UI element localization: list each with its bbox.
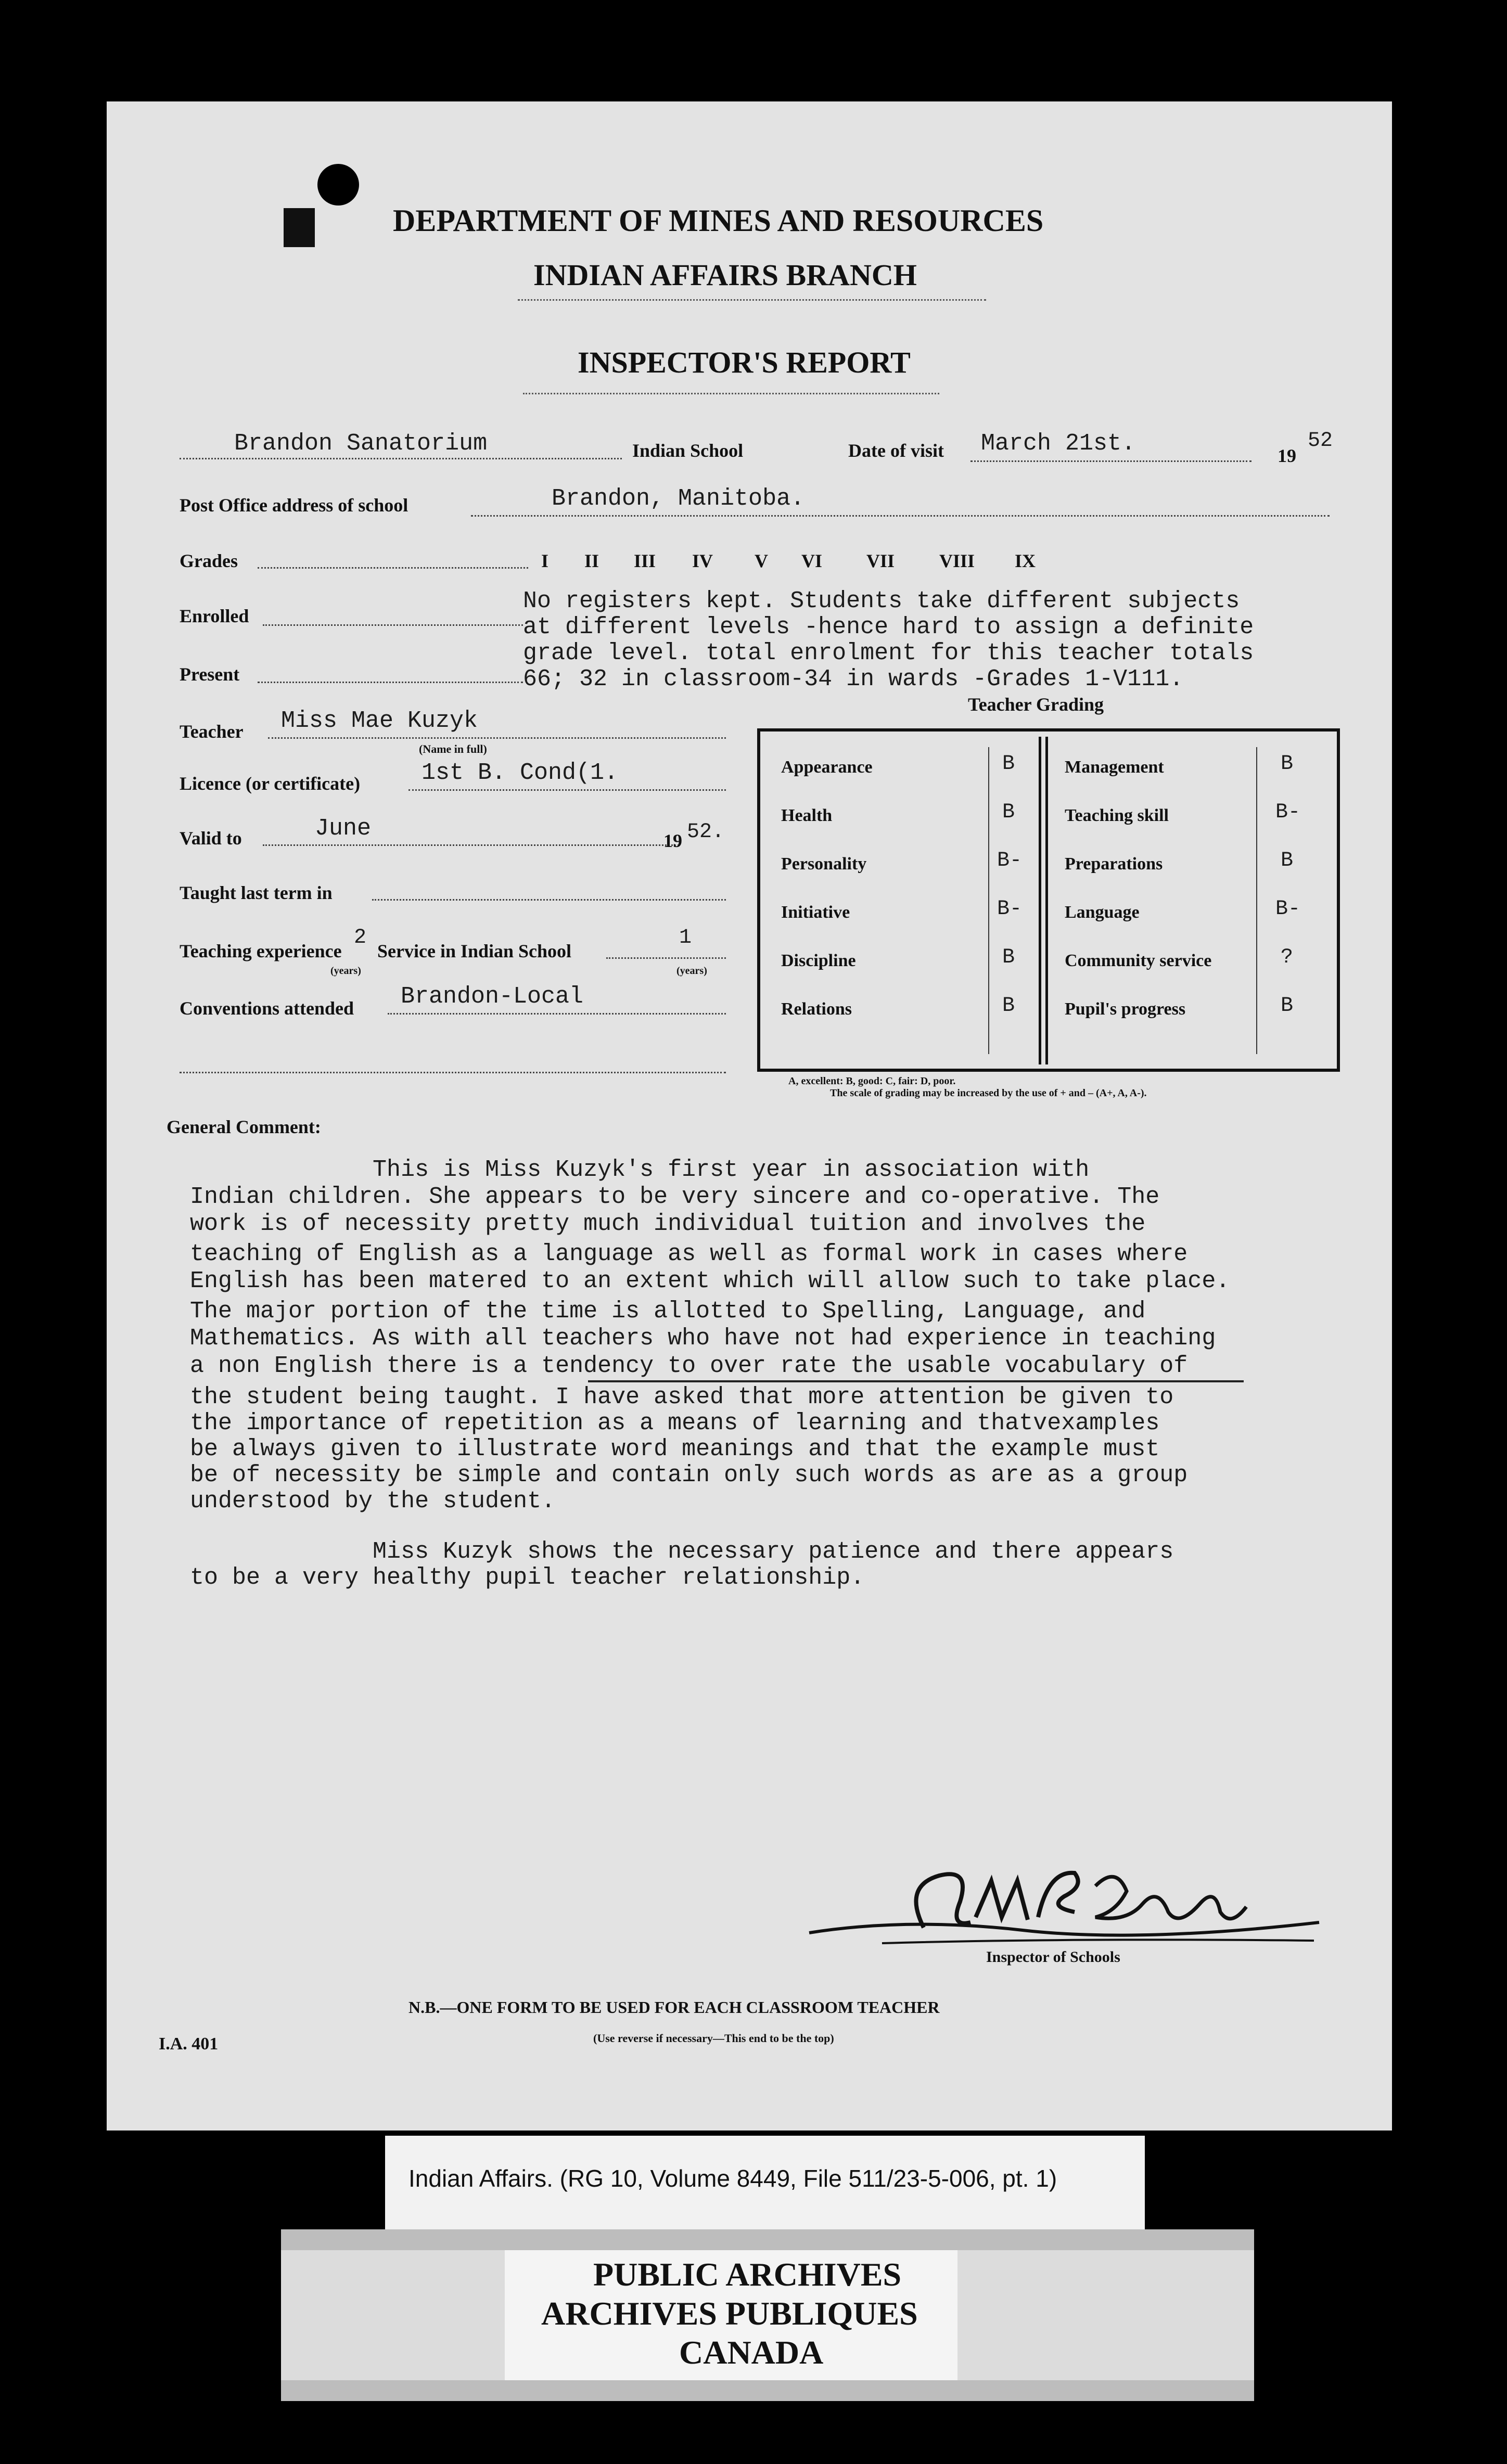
comment-line: teaching of English as a language as well as formal work in cases where — [190, 1241, 1188, 1267]
grading-value-community-service: ? — [1281, 946, 1294, 969]
teacher-label: Teacher — [180, 721, 244, 742]
report-page — [107, 101, 1392, 2131]
comment-line: This is Miss Kuzyk's first year in association with — [190, 1157, 1090, 1183]
archives-stamp — [281, 2229, 1254, 2401]
department-heading: DEPARTMENT OF MINES AND RESOURCES — [393, 203, 1044, 238]
branch-heading: INDIAN AFFAIRS BRANCH — [533, 258, 917, 292]
grading-legend-scale: The scale of grading may be increased by the use of + and – (A+, A, A-). — [830, 1087, 1147, 1099]
grading-value-discipline: B — [1002, 946, 1015, 969]
footer-subnote: (Use reverse if necessary—This end to be the top) — [593, 2032, 834, 2045]
grading-label-preparations: Preparations — [1065, 854, 1163, 874]
comment-line: Miss Kuzyk shows the necessary patience and there appears — [190, 1538, 1174, 1565]
valid-to-value: June — [315, 815, 372, 842]
form-number: I.A. 401 — [159, 2034, 219, 2054]
valid-year-value: 52. — [687, 820, 725, 844]
enrolment-note-line: 66; 32 in classroom-34 in wards -Grades 1-V111. — [523, 666, 1184, 692]
grading-label-health: Health — [781, 806, 833, 825]
grade-numeral: I — [541, 550, 549, 571]
title-rule — [523, 393, 939, 394]
teaching-experience-value: 2 — [354, 926, 367, 949]
comment-line: the importance of repetition as a means of learning and thatvexamples — [190, 1410, 1160, 1436]
post-office-label: Post Office address of school — [180, 495, 408, 516]
grading-label-appearance: Appearance — [781, 758, 873, 777]
grading-label-language: Language — [1065, 903, 1140, 922]
comment-line: to be a very healthy pupil teacher relationship. — [190, 1564, 865, 1591]
teacher-grading-box — [757, 728, 1340, 1072]
conventions-value: Brandon-Local — [401, 983, 584, 1010]
grading-value-personality: B- — [997, 849, 1023, 872]
comment-line: Mathematics. As with all teachers who have not had experience in teaching — [190, 1325, 1216, 1352]
archives-line-1: PUBLIC ARCHIVES — [593, 2256, 902, 2293]
grading-value-relations: B — [1002, 994, 1015, 1018]
valid-year-prefix: 19 — [663, 830, 682, 851]
date-of-visit-value: March 21st. — [981, 430, 1136, 457]
comment-line: English has been matered to an extent which will allow such to take place. — [190, 1268, 1230, 1294]
header-rule — [518, 299, 986, 301]
service-label: Service in Indian School — [377, 941, 572, 961]
teacher-value: Miss Mae Kuzyk — [281, 708, 478, 734]
school-name-value: Brandon Sanatorium — [234, 430, 488, 457]
grade-numeral: VII — [866, 550, 895, 571]
grade-numeral: IX — [1015, 550, 1036, 571]
comment-underline — [588, 1380, 1244, 1382]
teaching-experience-label: Teaching experience — [180, 941, 342, 961]
grading-value-health: B — [1002, 801, 1015, 824]
service-value: 1 — [679, 926, 692, 949]
grading-label-initiative: Initiative — [781, 903, 850, 922]
grades-label: Grades — [180, 550, 238, 571]
grade-numeral: III — [634, 550, 656, 571]
grading-label-pupils-progress: Pupil's progress — [1065, 999, 1186, 1019]
conventions-label: Conventions attended — [180, 998, 354, 1019]
year-value: 52 — [1308, 429, 1333, 453]
inspector-of-schools-label: Inspector of Schools — [986, 1948, 1120, 1966]
grading-label-teaching-skill: Teaching skill — [1065, 806, 1169, 825]
grading-label-community-service: Community service — [1065, 951, 1212, 970]
archive-reference: Indian Affairs. (RG 10, Volume 8449, File 511/23-5-006, pt. 1) — [408, 2165, 1057, 2192]
enrolled-label: Enrolled — [180, 606, 249, 626]
grading-value-pupils-progress: B — [1281, 994, 1294, 1018]
grade-numeral: IV — [692, 550, 713, 571]
grading-label-discipline: Discipline — [781, 951, 856, 970]
year-prefix: 19 — [1278, 445, 1296, 466]
comment-line: a non English there is a tendency to over rate the usable vocabulary of — [190, 1353, 1188, 1379]
comment-line: be always given to illustrate word meanings and that the example must — [190, 1436, 1160, 1462]
grade-numeral: VIII — [939, 550, 975, 571]
years-label-service: (years) — [676, 965, 707, 977]
comment-line: The major portion of the time is allotted to Spelling, Language, and — [190, 1298, 1146, 1325]
grading-label-management: Management — [1065, 758, 1164, 777]
grading-value-teaching-skill: B- — [1275, 801, 1301, 824]
taught-last-term-label: Taught last term in — [180, 882, 333, 903]
punch-hole-mark — [284, 208, 315, 247]
date-of-visit-label: Date of visit — [848, 440, 944, 461]
archive-reference-label — [385, 2136, 1145, 2232]
enrolment-note-line: grade level. total enrolment for this teacher totals — [523, 640, 1254, 666]
grading-value-appearance: B — [1002, 752, 1015, 776]
grading-value-initiative: B- — [997, 897, 1023, 921]
report-title: INSPECTOR'S REPORT — [578, 345, 911, 379]
enrolment-note-line: at different levels -hence hard to assign a definite — [523, 614, 1254, 640]
grade-numeral: VI — [801, 550, 823, 571]
valid-to-label: Valid to — [180, 828, 242, 849]
comment-line: be of necessity be simple and contain only such words as are as a group — [190, 1462, 1188, 1488]
comment-line: work is of necessity pretty much individual tuition and involves the — [190, 1211, 1146, 1237]
comment-line: Indian children. She appears to be very sincere and co-operative. The — [190, 1184, 1160, 1210]
archives-line-2: ARCHIVES PUBLIQUES — [541, 2295, 918, 2332]
present-label: Present — [180, 664, 240, 685]
years-label: (years) — [330, 965, 361, 977]
grading-value-preparations: B — [1281, 849, 1294, 872]
grading-label-personality: Personality — [781, 854, 867, 874]
name-in-full-label: (Name in full) — [419, 742, 487, 755]
grading-legend: A, excellent: B, good: C, fair: D, poor. — [788, 1075, 956, 1087]
enrolment-note-line: No registers kept. Students take different subjects — [523, 588, 1240, 614]
post-office-value: Brandon, Manitoba. — [552, 485, 805, 512]
indian-school-label: Indian School — [632, 440, 744, 461]
inspector-signature — [804, 1855, 1324, 1954]
grade-numeral: II — [584, 550, 599, 571]
teacher-grading-title: Teacher Grading — [968, 694, 1104, 715]
grading-label-relations: Relations — [781, 999, 852, 1019]
licence-value: 1st B. Cond(1. — [422, 760, 619, 786]
grading-value-language: B- — [1275, 897, 1301, 921]
comment-line: the student being taught. I have asked that more attention be given to — [190, 1384, 1174, 1410]
licence-label: Licence (or certificate) — [180, 773, 361, 794]
archives-line-3: CANADA — [679, 2334, 824, 2371]
comment-line: understood by the student. — [190, 1488, 556, 1515]
grade-numeral: V — [755, 550, 768, 571]
grading-value-management: B — [1281, 752, 1294, 776]
footer-note: N.B.—ONE FORM TO BE USED FOR EACH CLASSROOM TEACHER — [408, 1998, 940, 2017]
general-comment-label: General Comment: — [167, 1116, 321, 1137]
punch-hole — [317, 164, 359, 206]
